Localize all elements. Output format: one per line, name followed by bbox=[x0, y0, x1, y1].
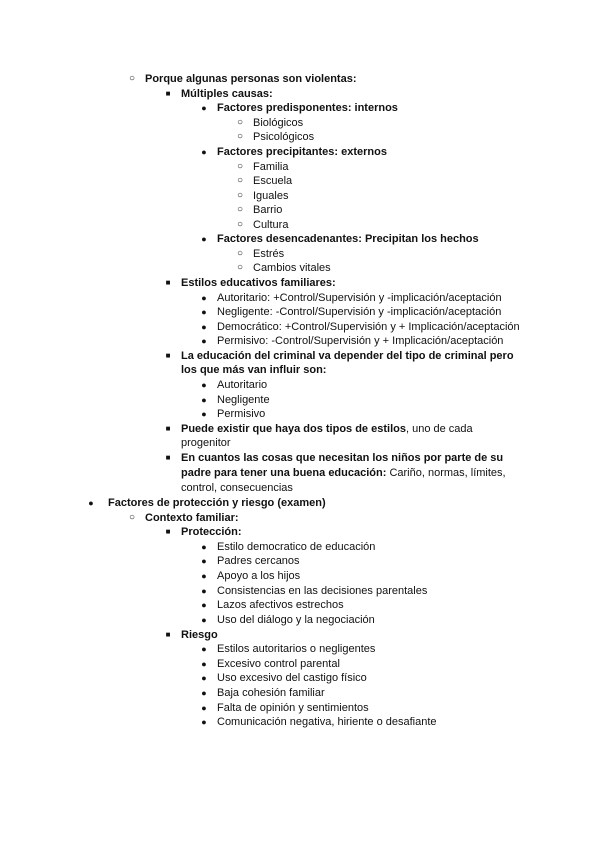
hollow-bullet-icon: ○ bbox=[236, 248, 244, 259]
list-item bbox=[181, 422, 473, 437]
list-item: Iguales bbox=[253, 190, 289, 202]
disc-bullet-icon: ● bbox=[201, 336, 207, 346]
list-item: En cuantos las cosas que necesitan los niños por parte de su bbox=[181, 452, 504, 464]
disc-bullet-icon: ● bbox=[201, 380, 207, 390]
list-item: Protección: bbox=[181, 526, 242, 538]
disc-bullet-icon: ● bbox=[201, 556, 207, 566]
disc-bullet-icon: ● bbox=[201, 717, 207, 727]
disc-bullet-icon: ● bbox=[201, 234, 207, 244]
list-item: Estilos autoritarios o negligentes bbox=[217, 643, 376, 655]
list-item: Estrés bbox=[253, 248, 285, 260]
list-item: Excesivo control parental bbox=[217, 658, 340, 670]
disc-bullet-icon: ● bbox=[201, 571, 207, 581]
square-bullet-icon: ■ bbox=[165, 527, 171, 536]
disc-bullet-icon: ● bbox=[201, 322, 207, 332]
list-item-continuation: los que más van influir son: bbox=[181, 364, 327, 376]
list-item: Estilos educativos familiares: bbox=[181, 277, 336, 289]
list-item-continuation: control, consecuencias bbox=[181, 482, 293, 494]
disc-bullet-icon: ● bbox=[88, 498, 94, 508]
list-item: Negligente bbox=[217, 394, 270, 406]
list-item: Escuela bbox=[253, 175, 293, 187]
disc-bullet-icon: ● bbox=[201, 147, 207, 157]
section-heading: Factores de protección y riesgo (examen) bbox=[108, 497, 326, 509]
disc-bullet-icon: ● bbox=[201, 395, 207, 405]
list-item: Riesgo bbox=[181, 629, 218, 641]
list-item: Lazos afectivos estrechos bbox=[217, 599, 344, 611]
list-item: Falta de opinión y sentimientos bbox=[217, 702, 369, 714]
list-item: Consistencias en las decisiones parentales bbox=[217, 585, 428, 597]
hollow-bullet-icon: ○ bbox=[236, 117, 244, 128]
list-item: Permisivo bbox=[217, 408, 266, 420]
hollow-bullet-icon: ○ bbox=[236, 190, 244, 201]
list-item: Barrio bbox=[253, 204, 283, 216]
disc-bullet-icon: ● bbox=[201, 293, 207, 303]
list-item: Familia bbox=[253, 161, 289, 173]
list-item-text: Cariño, normas, límites, bbox=[386, 467, 506, 479]
hollow-bullet-icon: ○ bbox=[236, 204, 244, 215]
list-item: Comunicación negativa, hiriente o desafiante bbox=[217, 716, 437, 728]
hollow-bullet-icon: ○ bbox=[128, 73, 136, 84]
hollow-bullet-icon: ○ bbox=[236, 131, 244, 142]
list-item: Uso del diálogo y la negociación bbox=[217, 614, 375, 626]
list-item: Baja cohesión familiar bbox=[217, 687, 325, 699]
list-item: Cultura bbox=[253, 219, 289, 231]
square-bullet-icon: ■ bbox=[165, 630, 171, 639]
square-bullet-icon: ■ bbox=[165, 89, 171, 98]
list-item: Factores predisponentes: internos bbox=[217, 102, 398, 114]
list-item: Factores precipitantes: externos bbox=[217, 146, 387, 158]
square-bullet-icon: ■ bbox=[165, 351, 171, 360]
disc-bullet-icon: ● bbox=[201, 103, 207, 113]
list-item: Factores desencadenantes: Precipitan los hechos bbox=[217, 233, 479, 245]
disc-bullet-icon: ● bbox=[201, 586, 207, 596]
list-item: Uso excesivo del castigo físico bbox=[217, 672, 367, 684]
hollow-bullet-icon: ○ bbox=[128, 512, 136, 523]
list-item: Democrático: +Control/Supervisión y + Implicación/aceptación bbox=[217, 321, 520, 333]
list-item-continuation: progenitor bbox=[181, 437, 231, 449]
list-item: Contexto familiar: bbox=[145, 512, 239, 524]
hollow-bullet-icon: ○ bbox=[236, 175, 244, 186]
list-item: Apoyo a los hijos bbox=[217, 570, 301, 582]
list-item: Autoritario: +Control/Supervisión y -implicación/aceptación bbox=[217, 292, 502, 304]
list-item: Biológicos bbox=[253, 117, 304, 129]
disc-bullet-icon: ● bbox=[201, 409, 207, 419]
list-item-bold: padre para tener una buena educación: bbox=[181, 467, 387, 479]
disc-bullet-icon: ● bbox=[201, 600, 207, 610]
disc-bullet-icon: ● bbox=[201, 688, 207, 698]
list-item: Múltiples causas: bbox=[181, 88, 273, 100]
square-bullet-icon: ■ bbox=[165, 424, 171, 433]
list-item: Cambios vitales bbox=[253, 262, 331, 274]
disc-bullet-icon: ● bbox=[201, 659, 207, 669]
disc-bullet-icon: ● bbox=[201, 307, 207, 317]
hollow-bullet-icon: ○ bbox=[236, 161, 244, 172]
list-item: Porque algunas personas son violentas: bbox=[145, 73, 357, 85]
list-item: Estilo democratico de educación bbox=[217, 541, 376, 553]
disc-bullet-icon: ● bbox=[201, 542, 207, 552]
hollow-bullet-icon: ○ bbox=[236, 219, 244, 230]
list-item-continuation bbox=[181, 466, 506, 481]
list-item: Negligente: -Control/Supervisión y -implicación/aceptación bbox=[217, 306, 502, 318]
disc-bullet-icon: ● bbox=[201, 615, 207, 625]
list-item: La educación del criminal va depender del tipo de criminal pero bbox=[181, 350, 514, 362]
disc-bullet-icon: ● bbox=[201, 644, 207, 654]
hollow-bullet-icon: ○ bbox=[236, 262, 244, 273]
disc-bullet-icon: ● bbox=[201, 673, 207, 683]
list-item-text: , uno de cada bbox=[405, 423, 473, 435]
list-item-bold: Puede existir que haya dos tipos de estilos bbox=[181, 423, 406, 435]
list-item: Padres cercanos bbox=[217, 555, 300, 567]
square-bullet-icon: ■ bbox=[165, 278, 171, 287]
disc-bullet-icon: ● bbox=[201, 703, 207, 713]
list-item: Autoritario bbox=[217, 379, 268, 391]
list-item: Permisivo: -Control/Supervisión y + Implicación/aceptación bbox=[217, 335, 504, 347]
square-bullet-icon: ■ bbox=[165, 453, 171, 462]
list-item: Psicológicos bbox=[253, 131, 315, 143]
